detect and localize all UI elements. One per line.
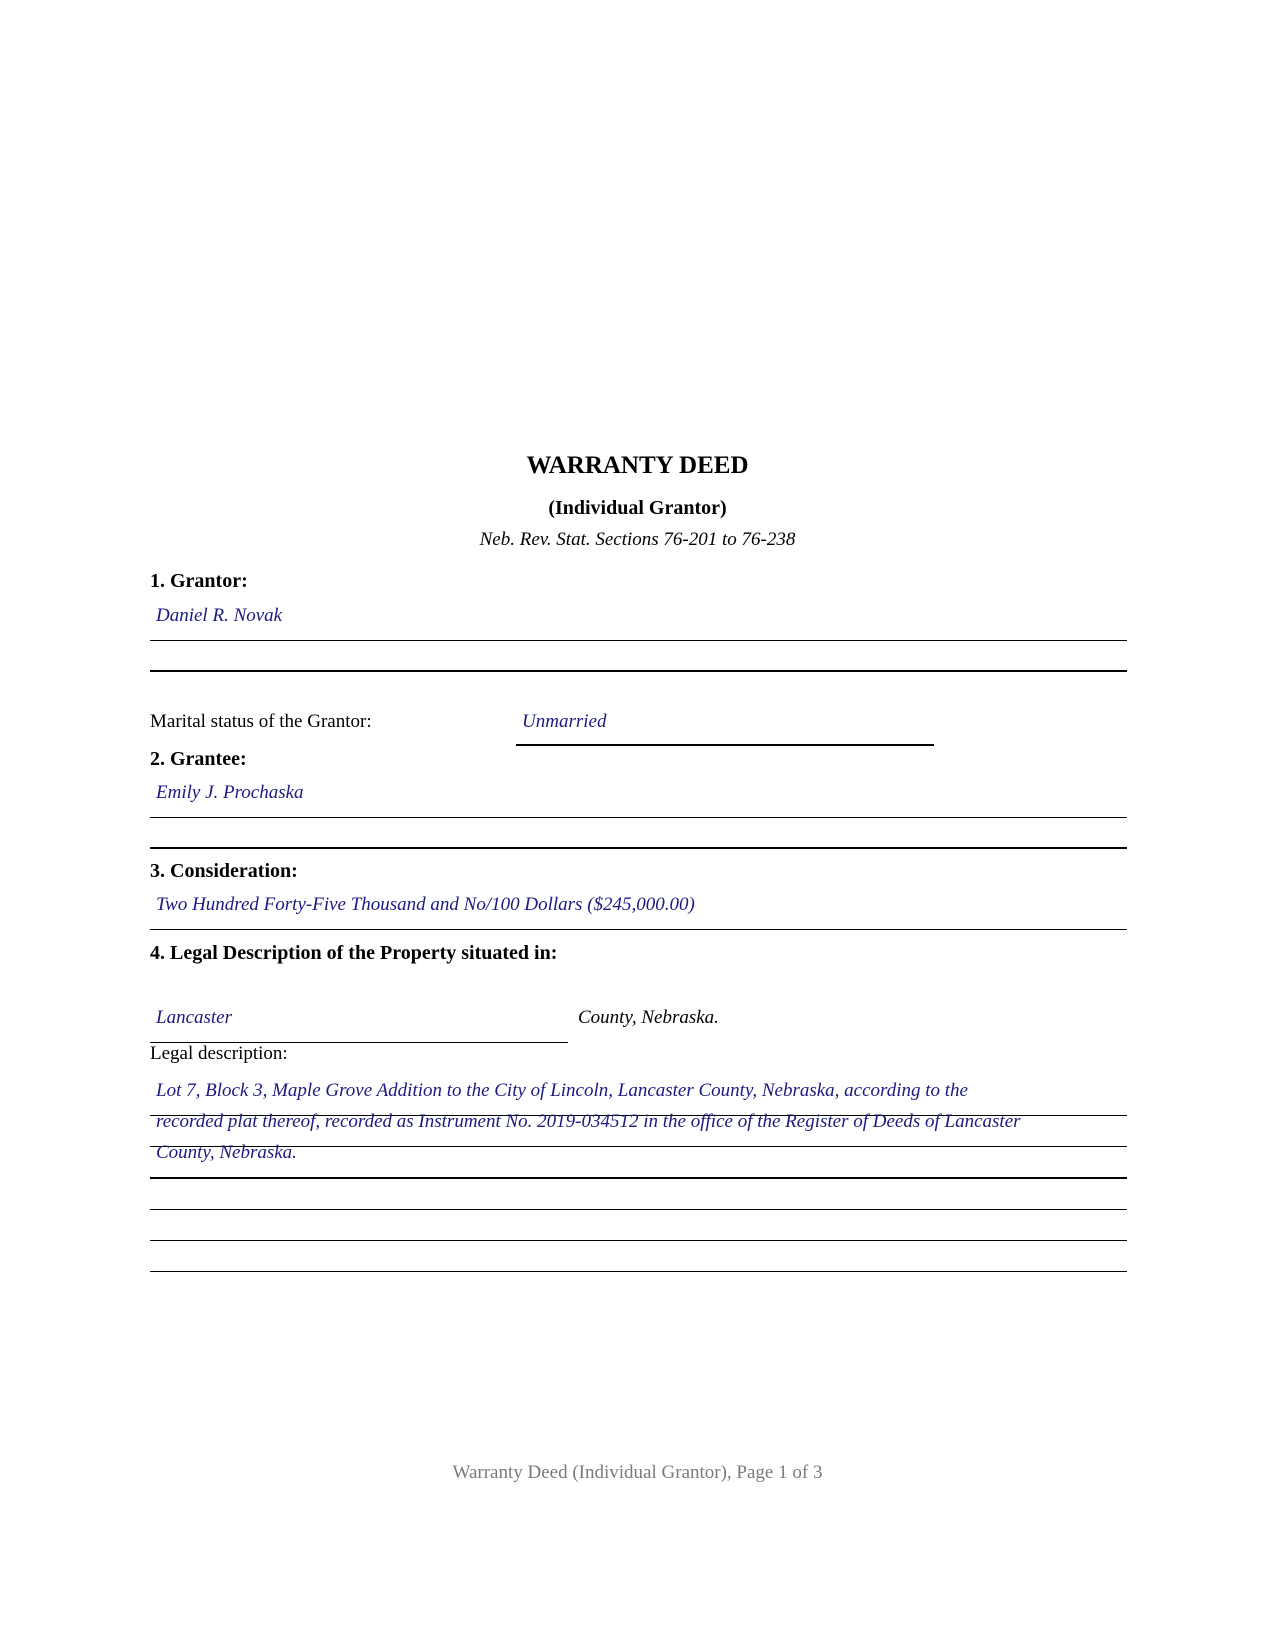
legal-line-3 [150,1177,1127,1179]
legal-description-label: Legal description: [150,1043,288,1064]
document-title: WARRANTY DEED [526,452,749,479]
consideration-line [150,929,1127,930]
statute-reference: Neb. Rev. Stat. Sections 76-201 to 76-238 [479,529,796,550]
county-field[interactable]: Lancaster [156,1007,232,1028]
county-suffix: County, Nebraska. [578,1007,719,1028]
grantee-name-field[interactable]: Emily J. Prochaska [156,782,304,803]
marital-status-label: Marital status of the Grantor: [150,711,372,732]
grantor-line-1 [150,640,1127,641]
grantee-heading: 2. Grantee: [150,748,247,770]
legal-description-line-3[interactable]: County, Nebraska. [156,1142,297,1163]
legal-description-line-1[interactable]: Lot 7, Block 3, Maple Grove Addition to the City of Lincoln, Lancaster County, Nebraska, according to the [156,1080,968,1101]
page-footer: Warranty Deed (Individual Grantor), Page 1 of 3 [452,1462,823,1483]
legal-line-6 [150,1271,1127,1272]
legal-line-5 [150,1240,1127,1241]
document-subtitle: (Individual Grantor) [548,497,727,519]
legal-description-line-2[interactable]: recorded plat thereof, recorded as Instrument No. 2019-034512 in the office of the Register of Deeds of Lancaster [156,1111,1021,1132]
grantor-name-field[interactable]: Daniel R. Novak [156,605,283,626]
legal-line-4 [150,1209,1127,1210]
grantee-line-2 [150,847,1127,849]
legal-description-heading: 4. Legal Description of the Property situated in: [150,942,558,964]
grantor-line-2 [150,670,1127,672]
marital-status-field[interactable]: Unmarried [522,711,607,732]
marital-status-line [516,744,934,746]
grantor-heading: 1. Grantor: [150,570,248,592]
consideration-heading: 3. Consideration: [150,860,298,882]
grantee-line-1 [150,817,1127,818]
consideration-amount-field[interactable]: Two Hundred Forty-Five Thousand and No/100 Dollars ($245,000.00) [156,894,695,915]
